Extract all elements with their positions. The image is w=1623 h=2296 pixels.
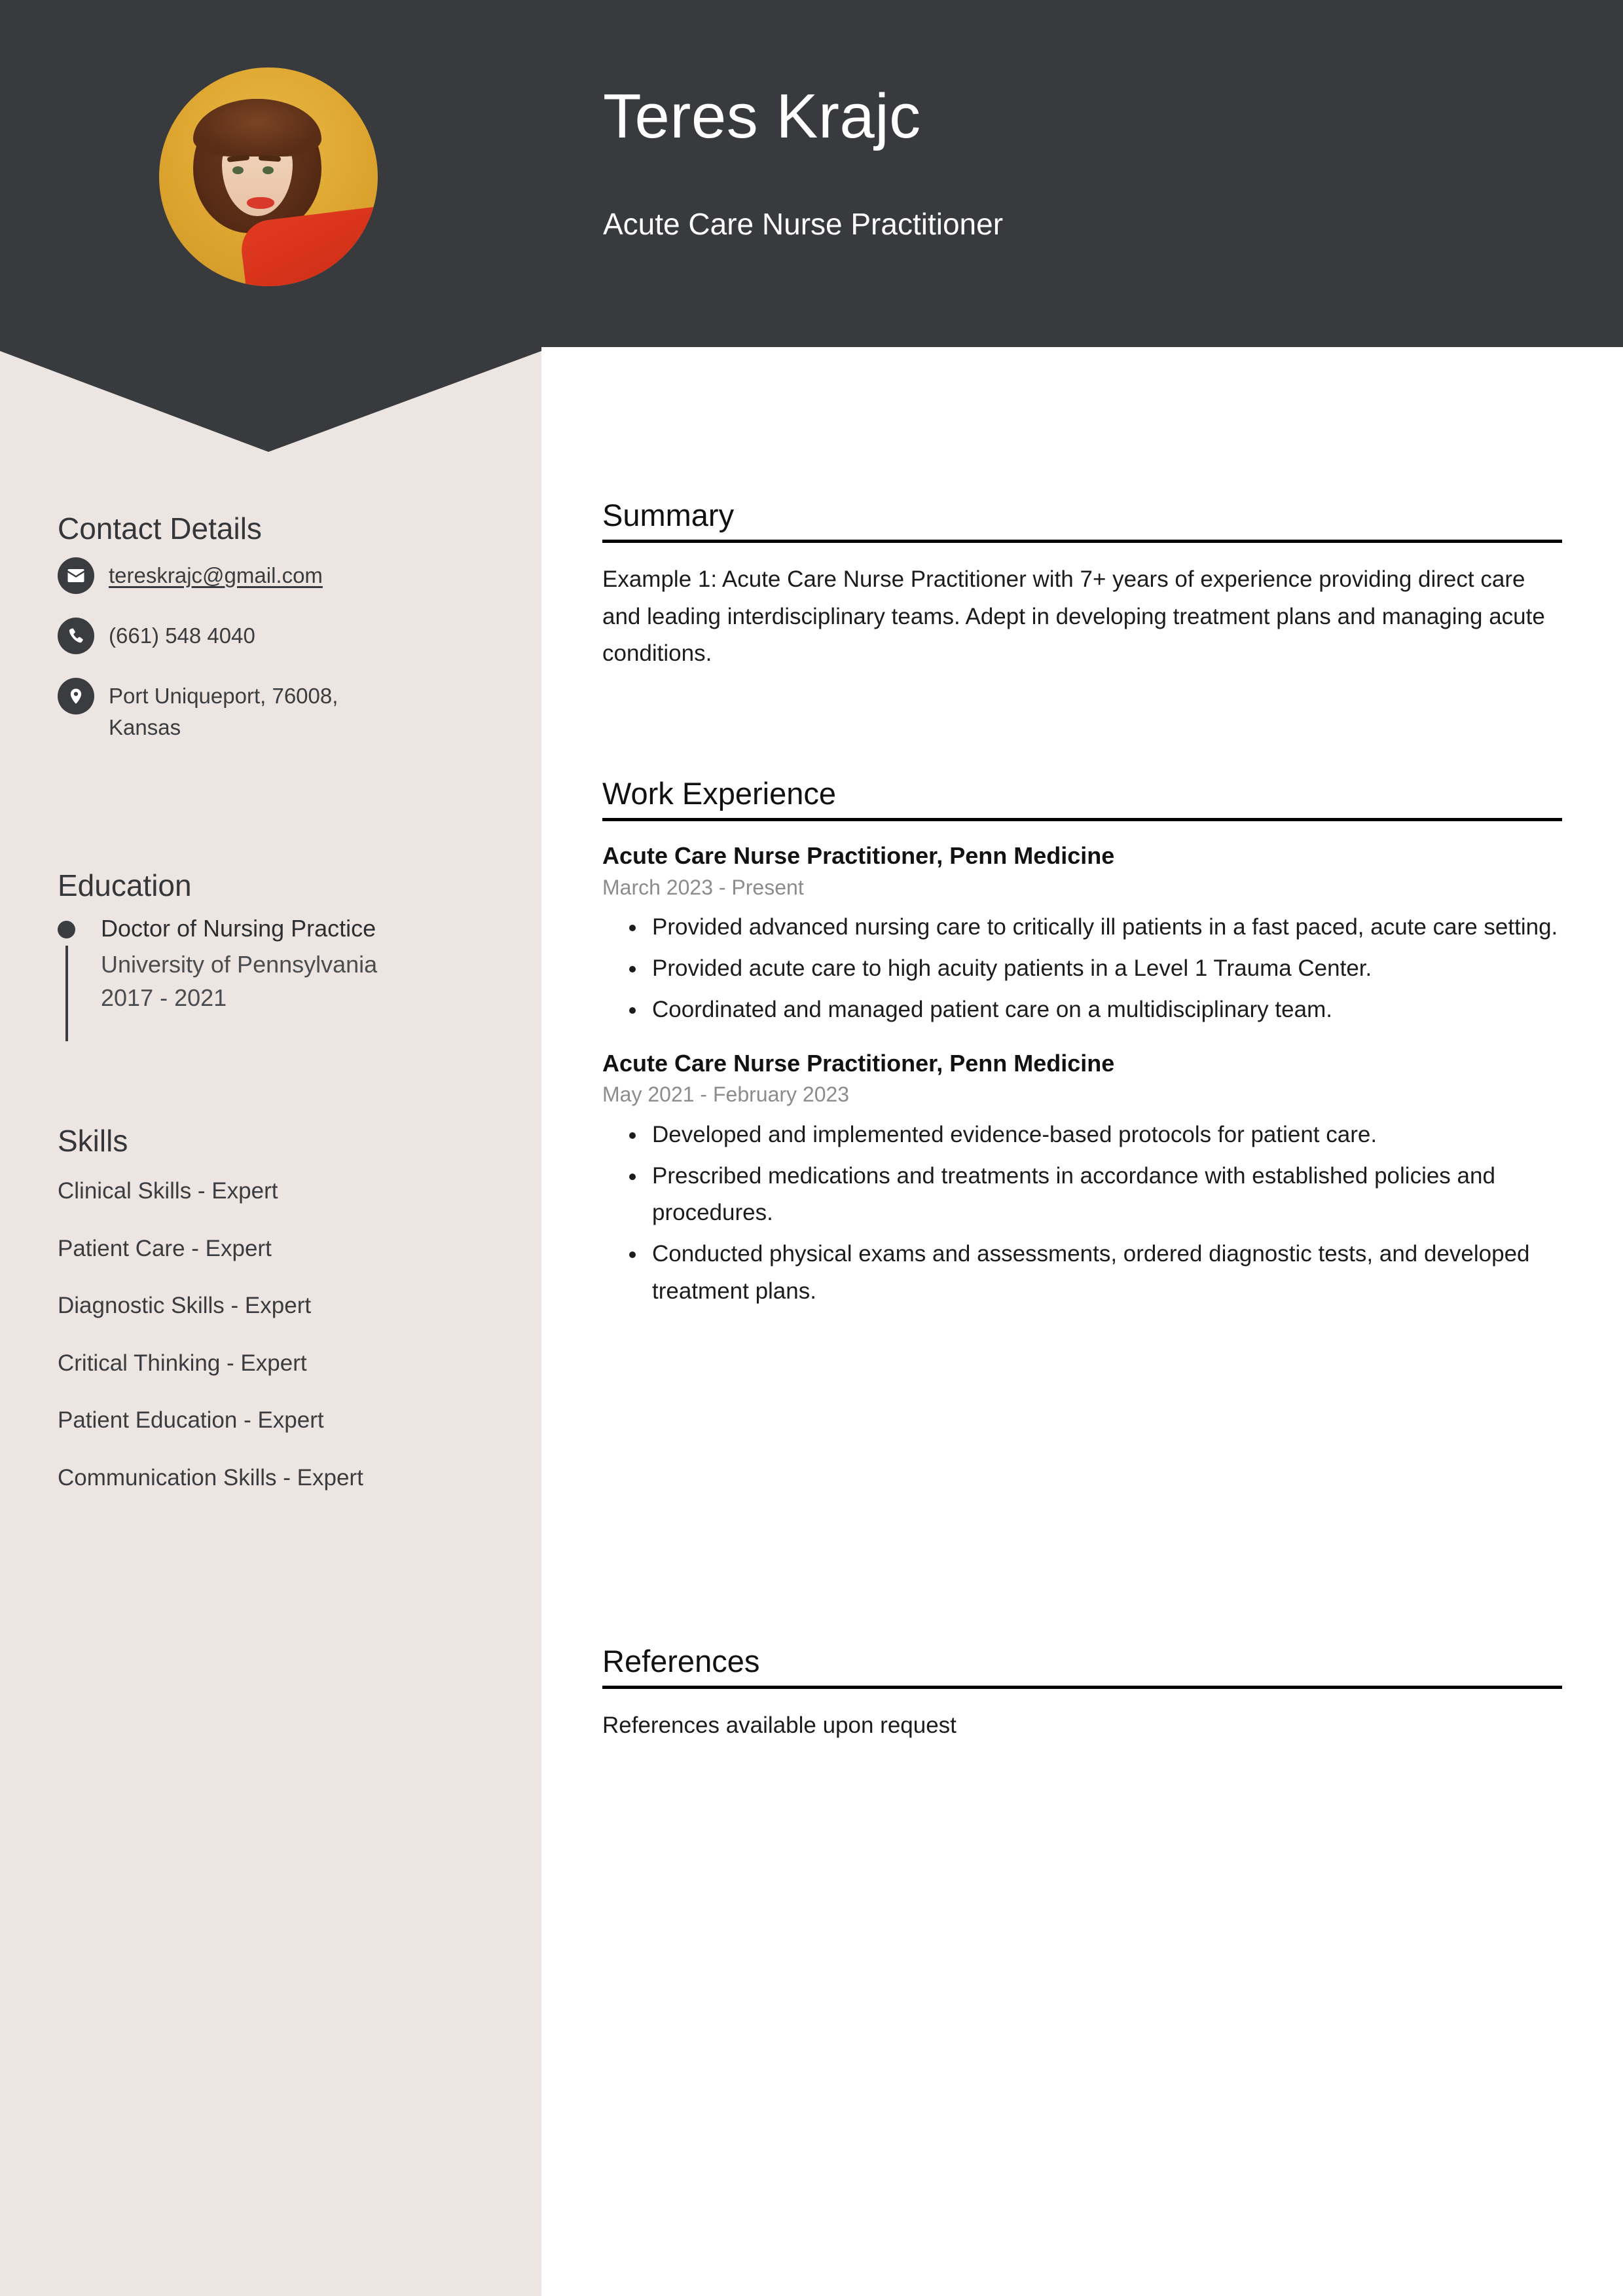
job-bullet-list xyxy=(602,1117,1562,1310)
contact-item-email[interactable] xyxy=(58,556,509,594)
envelope-icon xyxy=(58,557,94,594)
references-heading: References xyxy=(602,1644,760,1678)
job-dates: May 2021 - February 2023 xyxy=(602,1083,850,1107)
contact-details-heading: Contact Details xyxy=(58,511,262,546)
education-section xyxy=(58,868,509,1014)
avatar-bangs xyxy=(193,99,321,157)
job-title: Acute Care Nurse Practitioner, Penn Medicine xyxy=(602,842,1115,870)
skill-item: Critical Thinking - Expert xyxy=(58,1350,307,1376)
contact-list xyxy=(58,556,509,743)
references-divider xyxy=(602,1686,1562,1689)
education-years: 2017 - 2021 xyxy=(101,984,227,1011)
candidate-role: Acute Care Nurse Practitioner xyxy=(603,207,1004,241)
job-bullet: • Prescribed medications and treatments in accordance with established policies and procedures. xyxy=(647,1158,1562,1232)
skills-heading: Skills xyxy=(58,1124,128,1158)
skill-item: Communication Skills - Expert xyxy=(58,1464,363,1491)
job-bullet: • Conducted physical exams and assessments, ordered diagnostic tests, and developed treatment plans. xyxy=(647,1236,1562,1310)
location-pin-icon xyxy=(58,678,94,714)
contact-phone-value[interactable]: (661) 548 4040 xyxy=(109,623,255,648)
references-text: References available upon request xyxy=(602,1713,957,1739)
job-entry xyxy=(602,841,1562,1028)
contact-email-value[interactable]: tereskrajc@gmail.com xyxy=(109,563,323,588)
phone-icon xyxy=(58,618,94,654)
timeline-line xyxy=(65,946,68,1041)
skill-item: Patient Care - Expert xyxy=(58,1235,272,1261)
education-heading: Education xyxy=(58,868,192,902)
summary-heading: Summary xyxy=(602,498,735,532)
job-title: Acute Care Nurse Practitioner, Penn Medicine xyxy=(602,1049,1115,1077)
skill-item: Diagnostic Skills - Expert xyxy=(58,1293,312,1319)
work-experience-section xyxy=(602,776,1562,1314)
work-experience-heading: Work Experience xyxy=(602,776,836,811)
education-item xyxy=(58,913,509,1014)
job-bullet: • Provided advanced nursing care to critically ill patients in a fast paced, acute care setting. xyxy=(647,909,1562,946)
skills-section xyxy=(58,1123,509,1520)
avatar xyxy=(159,67,378,286)
avatar-eye-left xyxy=(232,166,244,174)
education-degree: Doctor of Nursing Practice xyxy=(101,915,376,942)
job-bullet: • Provided acute care to high acuity patients in a Level 1 Trauma Center. xyxy=(647,950,1562,988)
job-bullet: • Coordinated and managed patient care on a multidisciplinary team. xyxy=(647,991,1562,1029)
education-school: University of Pennsylvania xyxy=(101,950,378,978)
work-experience-divider xyxy=(602,818,1562,821)
summary-text: Example 1: Acute Care Nurse Practitioner with 7+ years of experience providing direct care and leading interdisciplinary teams. Adept in developing treatment plans and managing acute conditions. xyxy=(602,566,1545,667)
skill-item: Patient Education - Expert xyxy=(58,1407,324,1434)
contact-item-location xyxy=(58,676,509,743)
candidate-name: Teres Krajc xyxy=(603,81,921,151)
references-section xyxy=(602,1644,1562,1744)
job-bullet-list xyxy=(602,909,1562,1028)
contact-item-phone[interactable] xyxy=(58,616,509,654)
avatar-eye-right xyxy=(263,166,274,174)
skill-item: Clinical Skills - Expert xyxy=(58,1178,278,1204)
job-dates: March 2023 - Present xyxy=(602,875,804,899)
job-bullet: • Developed and implemented evidence-based protocols for patient care. xyxy=(647,1117,1562,1154)
contact-location-value: Port Uniqueport, 76008, Kansas xyxy=(109,684,338,740)
summary-section xyxy=(602,498,1562,673)
summary-divider xyxy=(602,540,1562,543)
avatar-lips xyxy=(247,197,274,209)
job-entry xyxy=(602,1048,1562,1310)
contact-details-section xyxy=(58,511,509,766)
timeline-dot-icon xyxy=(58,921,75,938)
